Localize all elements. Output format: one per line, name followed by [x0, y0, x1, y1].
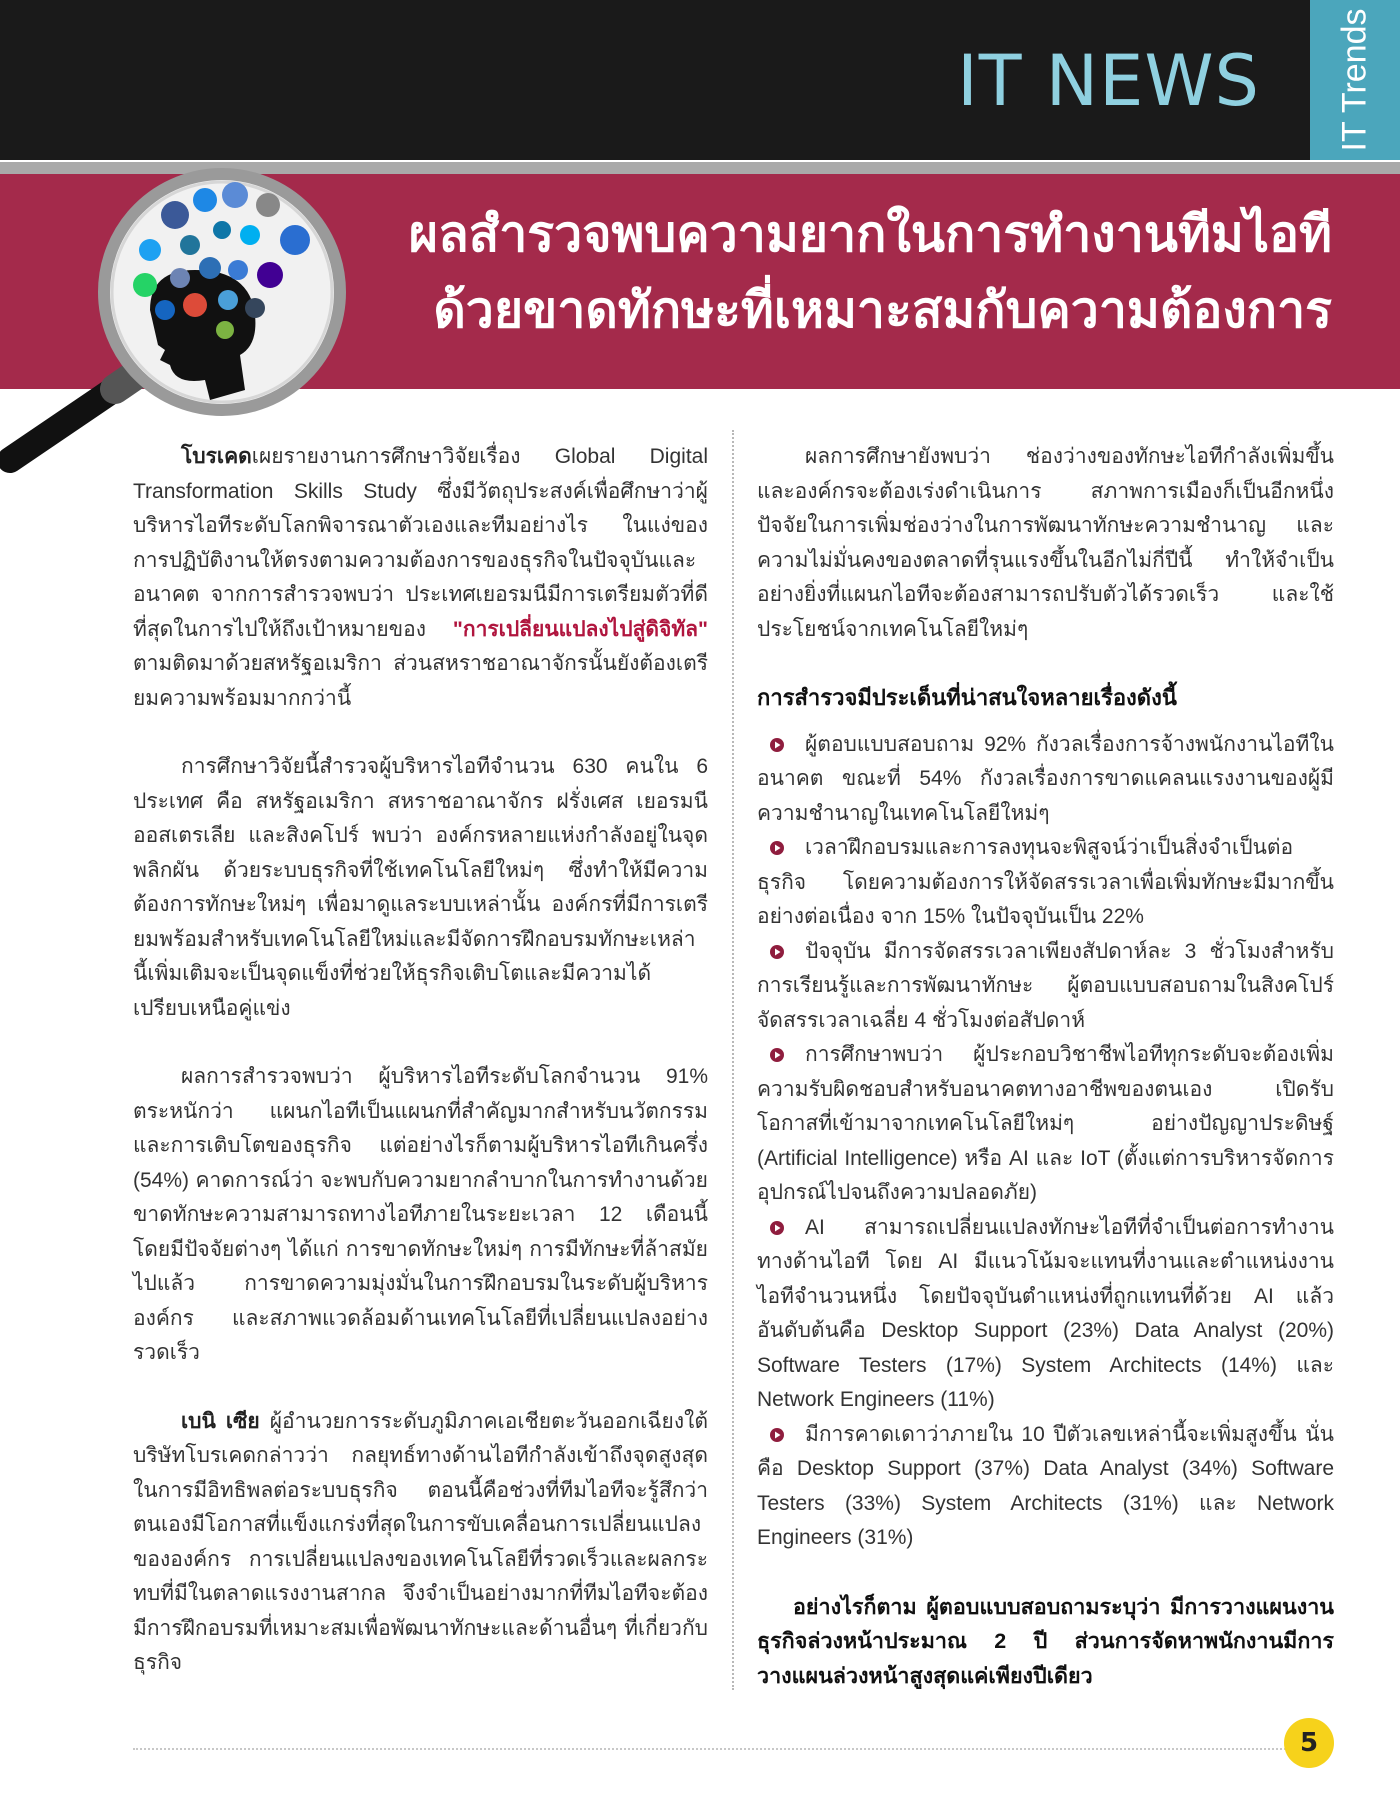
- dropbox-icon: [193, 188, 217, 212]
- section-title: IT NEWS: [957, 40, 1260, 122]
- paragraph-text: ตามติดมาด้วยสหรัฐอเมริกา ส่วนสหราชอาณาจักรนั้นยังต้องเตรียมความพร้อมมากกว่านี้: [133, 652, 708, 710]
- bullet-text: เวลาฝึกอบรมและการลงทุนจะพิสูจน์ว่าเป็นสิ่งจำเป็นต่อธุรกิจ โดยความต้องการให้จัดสรรเวลาเพื่อเพิ่มทักษะมีมากขึ้นอย่างต่อเนื่อง จาก 15% ในปัจจุบันเป็น 22%: [757, 836, 1334, 928]
- bullet-item: [757, 831, 1334, 935]
- bullet-play-icon: [769, 1047, 785, 1063]
- headline: [332, 196, 1332, 348]
- bullet-play-icon: [769, 737, 785, 753]
- page-number-badge: 5: [1284, 1718, 1334, 1768]
- apple-store-icon: [228, 260, 248, 280]
- subheading: การสำรวจมีประเด็นที่น่าสนใจหลายเรื่องดังนี้: [757, 685, 1177, 710]
- skype-icon: [240, 225, 260, 245]
- bullet-text: มีการคาดเดาว่าภายใน 10 ปีตัวเลขเหล่านี้จะเพิ่มสูงขึ้น นั่นคือ Desktop Support (37%) Data Analyst (34%) Software Testers (33%) System Architects (31%) และ Network Engineers (31%): [757, 1422, 1334, 1549]
- bullet-item: [757, 728, 1334, 832]
- linkedin-icon: [213, 221, 231, 239]
- bullet-text: AI สามารถเปลี่ยนแปลงทักษะไอทีที่จำเป็นต่อการทำงานทางด้านไอที โดย AI มีแนวโน้มจะแทนที่งานและตำแหน่งงานไอทีจำนวนหนึ่ง โดยปัจจุบันตำแหน่งที่ถูกแทนที่ด้วย AI แล้ว อันดับต้นคือ Desktop Support (23%) Data Analyst (20%) Software Testers (17%) System Architects (14%) และ Network Engineers (11%): [757, 1215, 1334, 1411]
- twitter-icon: [139, 239, 161, 261]
- bullet-item: [757, 1211, 1334, 1418]
- bullet-item: [757, 1418, 1334, 1556]
- side-tab: [1310, 0, 1400, 160]
- side-tab-label: IT Trends: [1335, 8, 1374, 152]
- bullet-play-icon: [769, 944, 785, 960]
- bullet-text: ผู้ตอบแบบสอบถาม 92% กังวลเรื่องการจ้างพนักงานไอทีในอนาคต ขณะที่ 54% กังวลเรื่องการขาดแคลนแรงงานของผู้มีความชำนาญในเทคโนโลยีใหม่ๆ: [757, 732, 1334, 825]
- bullet-text: การศึกษาพบว่า ผู้ประกอบวิชาชีพไอทีทุกระดับจะต้องเพิ่มความรับผิดชอบสำหรับอนาคตทางอาชีพของตนเอง เปิดรับโอกาสที่เข้ามาจากเทคโนโลยีใหม่ๆ อย่างปัญญาประดิษฐ์ (Artificial Intelligence) หรือ AI และ IoT (ตั้งแต่การบริหารจัดการอุปกรณ์ไปจนถึงความปลอดภัย): [757, 1043, 1334, 1204]
- paragraph-text: ผู้อำนวยการระดับภูมิภาคเอเชียตะวันออกเฉียงใต้ บริษัทโบรเคดกล่าวว่า กลยุทธ์ทางด้านไอทีกำลังเข้าถึงจุดสูงสุดในการมีอิทธิพลต่อระบบธุรกิจ ตอนนี้คือช่วงที่ทีมไอทีจะรู้สึกว่าตนเองมีโอกาสที่แข็งแกร่งที่สุดในการขับเคลื่อนการเปลี่ยนแปลงขององค์กร การเปลี่ยนแปลงของเทคโนโลยีที่รวดเร็วและผลกระทบที่มีในตลาดแรงงานสากล จึงจำเป็นอย่างมากที่ทีมไอทีจะต้องมีการฝึกอบรมที่เหมาะสมเพื่อพัฒนาทักษะและด้านอื่นๆ ที่เกี่ยวกับธุรกิจ: [133, 1409, 709, 1674]
- paragraph-text: เผยรายงานการศึกษาวิจัยเรื่อง Global Digital Transformation Skills Study ซึ่งมีวัตถุประสงค์เพื่อศึกษาว่าผู้บริหารไอทีระดับโลกพิจารณาตัวเองและทีมอย่างไร ในแง่ของการปฏิบัติงานให้ตรงตามความต้องการของธุรกิจในปัจจุบันและอนาคต จากการสำรวจพบว่า ประเทศเยอรมนีมีการเตรียมตัวที่ดีที่สุดในการไปให้ถึงเป้าหมายของ: [133, 445, 708, 641]
- phone-icon: [199, 257, 221, 279]
- left-column: [133, 440, 708, 1715]
- bullet-item: [757, 935, 1334, 1039]
- bullet-text: ปัจจุบัน มีการจัดสรรเวลาเพียงสัปดาห์ละ 3 ชั่วโมงสำหรับการเรียนรู้และการพัฒนาทักษะ ผู้ตอบแบบสอบถามในสิงคโปร์จัดสรรเวลาเฉลี่ย 4 ชั่วโมงต่อสัปดาห์: [757, 939, 1334, 1032]
- wordpress-icon: [180, 235, 200, 255]
- wifi-icon: [155, 300, 175, 320]
- paragraph: [133, 440, 708, 716]
- headline-line-1: ผลสำรวจพบความยากในการทำงานทีมไอที: [408, 205, 1332, 263]
- bullet-play-icon: [769, 1220, 785, 1236]
- whatsapp-icon: [133, 273, 157, 297]
- paragraph: การศึกษาวิจัยนี้สำรวจผู้บริหารไอทีจำนวน 630 คนใน 6 ประเทศ คือ สหรัฐอเมริกา สหราชอาณาจักร ฝรั่งเศส เยอรมนี ออสเตรเลีย และสิงคโปร์ พบว่า องค์กรหลายแห่งกำลังอยู่ในจุดพลิกผัน ด้วยระบบธุรกิจที่ใช้เทคโนโลยีใหม่ๆ ซึ่งทำให้มีความต้องการทักษะใหม่ๆ เพื่อมาดูแลระบบเหล่านั้น องค์กรที่มีการเตรียมพร้อมสำหรับเทคโนโลยีใหม่และมีจัดการฝึกอบรมทักษะเหล่านี้เพิ่มเติมจะเป็นจุดแข็งที่ช่วยให้ธุรกิจเติบโตและมีความได้เปรียบเหนือคู่แข่ง: [133, 755, 708, 1020]
- paragraph: ผลการศึกษายังพบว่า ช่องว่างของทักษะไอทีกำลังเพิ่มขึ้น และองค์กรจะต้องเร่งดำเนินการ สภาพการเมืองก็เป็นอีกหนึ่งปัจจัยในการเพิ่มช่องว่างในการพัฒนาทักษะความชำนาญ และความไม่มั่นคงของตลาดที่รุนแรงขึ้นในอีกไม่กี่ปีนี้ ทำให้จำเป็นอย่างยิ่งที่แผนกไอทีจะต้องสามารถปรับตัวได้รวดเร็ว และใช้ประโยชน์จากเทคโนโลยีใหม่ๆ: [757, 445, 1334, 641]
- paragraph: ผลการสำรวจพบว่า ผู้บริหารไอทีระดับโลกจำนวน 91% ตระหนักว่า แผนกไอทีเป็นแผนกที่สำคัญมากสำหรับนวัตกรรมและการเติบโตของธุรกิจ แต่อย่างไรก็ตามผู้บริหารไอทีเกินครึ่ง (54%) คาดการณ์ว่า จะพบกับความยากลำบากในการทำงานด้วยขาดทักษะความสามารถทางไอทีภายในระยะเวลา 12 เดือนนี้ โดยมีปัจจัยต่างๆ ได้แก่ การขาดทักษะใหม่ๆ การมีทักษะที่ล้าสมัยไปแล้ว การขาดความมุ่งมั่นในการฝึกอบรมในระดับผู้บริหารองค์กร และสภาพแวดล้อมด้านเทคโนโลยีที่เปลี่ยนแปลงอย่างรวดเร็ว: [133, 1065, 708, 1364]
- bullet-play-icon: [769, 840, 785, 856]
- person-name: เบนิ เซีย: [181, 1409, 260, 1433]
- android-icon: [216, 321, 234, 339]
- share-icon: [218, 290, 238, 310]
- column-divider: [732, 430, 734, 1690]
- tumblr-icon: [245, 298, 265, 318]
- bullet-item: [757, 1038, 1334, 1211]
- group-icon: [280, 225, 310, 255]
- headline-line-2: ด้วยขาดทักษะที่เหมาะสมกับความต้องการ: [433, 281, 1332, 339]
- google-plus-icon: [183, 293, 207, 317]
- conclusion-paragraph: อย่างไรก็ตาม ผู้ตอบแบบสอบถามระบุว่า มีการวางแผนงานธุรกิจล่วงหน้าประมาณ 2 ปี ส่วนการจัดหาพนักงานมีการวางแผนล่วงหน้าสูงสุดแค่เพียงปีเดียว: [757, 1594, 1334, 1688]
- behance-icon: [170, 268, 190, 288]
- highlight-phrase: "การเปลี่ยนแปลงไปสู่ดิจิทัล": [452, 617, 708, 641]
- windows-icon: [222, 182, 248, 208]
- facebook-icon: [161, 201, 189, 229]
- apple-icon: [256, 193, 280, 217]
- right-column: [757, 440, 1334, 1715]
- footer-rule: [133, 1748, 1298, 1750]
- yahoo-icon: [257, 262, 283, 288]
- paragraph: [133, 1405, 708, 1681]
- bullet-play-icon: [769, 1427, 785, 1443]
- company-name: โบรเคด: [181, 445, 252, 468]
